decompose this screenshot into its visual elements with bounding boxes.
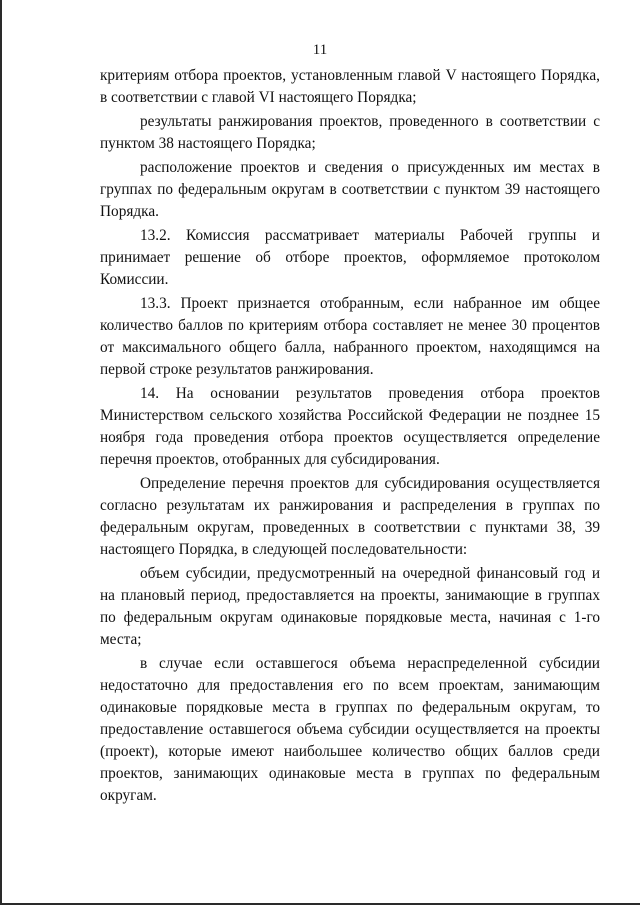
- paragraph-13-3: 13.3. Проект признается отобранным, если набранное им общее количество баллов по критериям отбора составляет не менее 30 процентов от максимального общего балла, набранного проектом, находящимся на первой строке результатов ранжирования.: [100, 295, 600, 378]
- page-number: 11: [312, 42, 328, 58]
- paragraph-project-placement: расположение проектов и сведения о присужденных им местах в группах по федеральным округам в соответствии с пунктом 39 настоящего Порядка.: [100, 159, 600, 220]
- paragraph-list-definition: Определение перечня проектов для субсидирования осуществляется согласно результатам их ранжирования и распределения в группах по федеральным округам, проведенных в соответствии с пунктами 38, 39 настоящего Порядка, в следующей последовательности:: [100, 475, 600, 558]
- paragraph-13-2: 13.2. Комиссия рассматривает материалы Рабочей группы и принимает решение об отборе проектов, оформляемое протоколом Комиссии.: [100, 227, 600, 288]
- document-body: [100, 65, 600, 809]
- paragraph-remaining-subsidy: в случае если оставшегося объема нераспределенной субсидии недостаточно для предоставления его по всем проектам, занимающим одинаковые порядковые места в группах по федеральным округам, то предоставление оставшегося объема субсидии осуществляется на проекты (проект), которые имеют наибольшее количество общих баллов среди проектов, занимающих одинаковые места в группах по федеральным округам.: [100, 655, 600, 804]
- paragraph-14: 14. На основании результатов проведения отбора проектов Министерством сельского хозяйства Российской Федерации не позднее 15 ноября года проведения отбора проектов осуществляется определение перечня проектов, отобранных для субсидирования.: [100, 385, 600, 468]
- paragraph-ranking-results: результаты ранжирования проектов, проведенного в соответствии с пунктом 38 настоящего Порядка;: [100, 113, 600, 152]
- paragraph-subsidy-volume: объем субсидии, предусмотренный на очередной финансовый год и на плановый период, предоставляется на проекты, занимающие в группах по федеральным округам одинаковые порядковые места, начиная с 1-го места;: [100, 565, 600, 648]
- paragraph-continuation: критериям отбора проектов, установленным главой V настоящего Порядка, в соответствии с главой VI настоящего Порядка;: [100, 67, 600, 106]
